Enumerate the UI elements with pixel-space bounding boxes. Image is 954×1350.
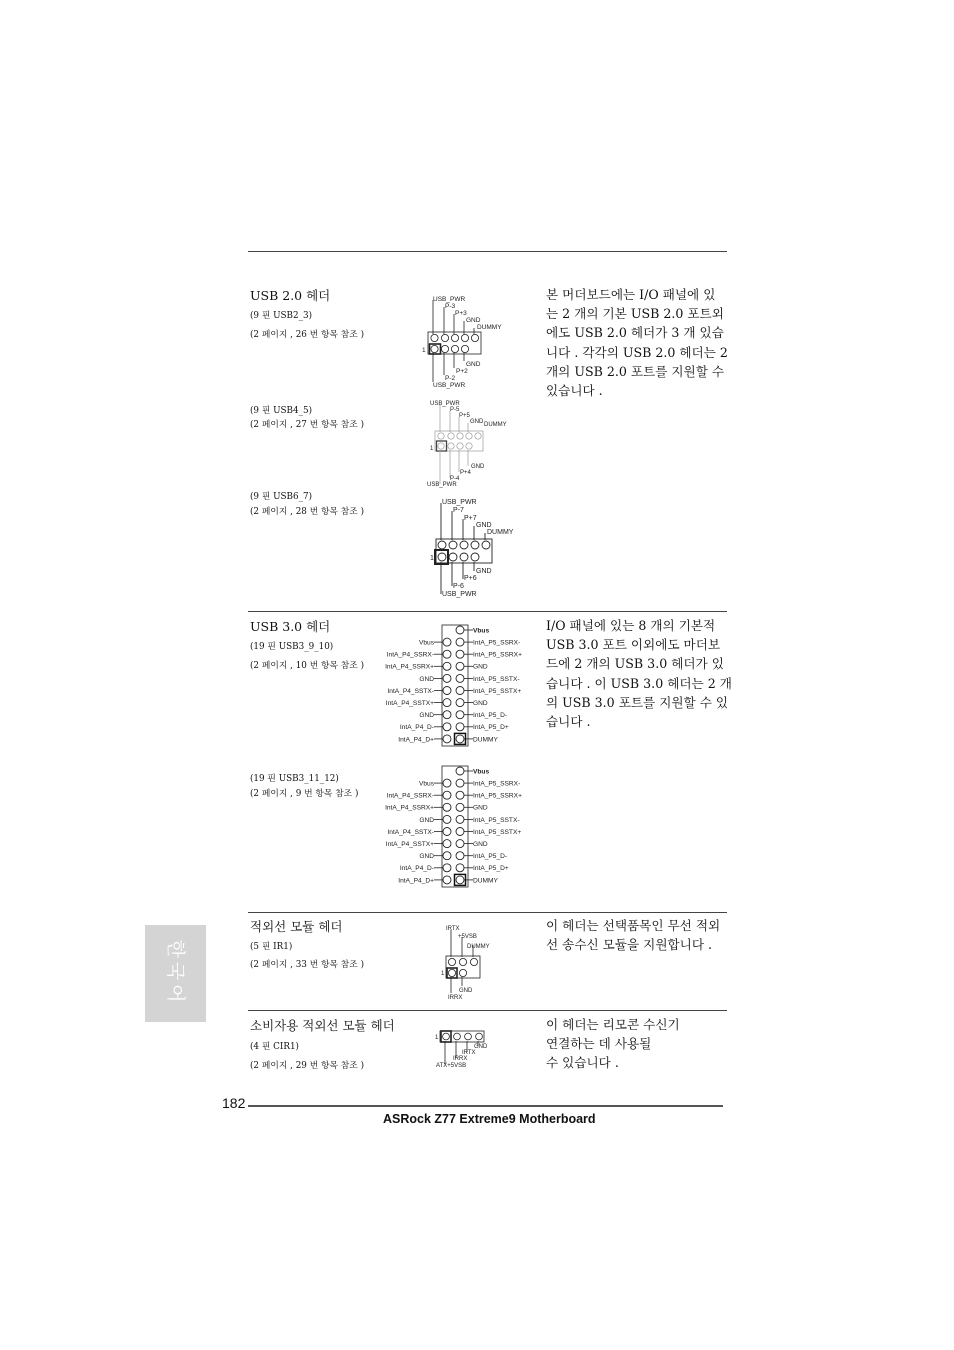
desc-line: 연결하는 데 사용될: [546, 1036, 652, 1052]
cir-description: [546, 1015, 728, 1073]
pin-label: IntA_P5_SSTX+: [473, 687, 522, 695]
pin: [443, 779, 451, 787]
pin-label: DUMMY: [467, 944, 490, 950]
pin-label: IntA_P5_SSRX+: [473, 792, 522, 800]
desc-line: 이 헤더는 선택품목인 무선 적외: [546, 918, 721, 933]
side-tab-text-svg: [145, 925, 206, 1022]
section-rule: [248, 912, 727, 913]
pin-label: IntA_P4_SSTX+: [385, 700, 434, 707]
desc-line: I/O 패널에 있는 8 개의 기본적: [546, 618, 716, 633]
usb20-title: USB 2.0 헤더: [250, 288, 331, 303]
pin-label: USB_PWR: [433, 296, 466, 303]
usb30-description: [546, 616, 732, 731]
pin-label: IRTX: [446, 926, 460, 932]
pin-label: IntA_P4_D+: [398, 877, 434, 885]
pin-label: P-4: [450, 476, 460, 482]
pin: [456, 779, 464, 787]
desc-line: 에도 USB 2.0 헤더가 3 개 있습: [546, 325, 724, 341]
pin-label: USB_PWR: [442, 591, 477, 598]
pin-label: ATX+5VSB: [436, 1063, 467, 1069]
desc-line: 드에 2 개의 USB 3.0 헤더가 있: [546, 656, 724, 672]
pin-label: GND: [419, 816, 434, 824]
pin-label: P+5: [459, 413, 470, 419]
cir-pins: (4 핀 CIR1): [250, 1042, 299, 1052]
pin: [456, 803, 464, 811]
pin-label: DUMMY: [487, 529, 514, 536]
pin: [456, 767, 464, 775]
pin-label: IntA_P4_D+: [398, 736, 434, 744]
pin-label: Vbus: [418, 639, 434, 647]
pin: [456, 711, 464, 719]
usb30-header-diagram-2: [360, 765, 540, 889]
pin: [456, 674, 464, 682]
pin-one-marker: 1: [430, 555, 434, 562]
cir-title: 소비자용 적외선 모듈 헤더: [250, 1018, 395, 1033]
pin-label: GND: [471, 464, 485, 470]
pin: [443, 723, 451, 731]
usb20-h2-pins: (9 핀 USB4_5): [250, 406, 313, 416]
pin: [456, 626, 464, 634]
pin: [443, 662, 451, 670]
pin-label: IntA_P5_SSRX+: [473, 651, 522, 659]
usb30-h1-pins: (19 핀 USB3_9_10): [250, 642, 334, 652]
section-rule: [248, 611, 727, 612]
ir-ref: (2 페이지 , 33 번 항목 참조 ): [250, 960, 365, 970]
pin-one-marker: 1: [422, 347, 426, 354]
pin-label: GND: [473, 663, 488, 671]
usb30-header-diagram-1: [360, 624, 540, 748]
pin: [456, 852, 464, 860]
usb20-header-diagram-3: [430, 494, 522, 600]
pin-label: P-3: [445, 303, 456, 310]
desc-line: 습니다 .: [546, 714, 591, 730]
pin: [443, 791, 451, 799]
pin: [443, 650, 451, 658]
pin-label: USB_PWR: [430, 401, 460, 407]
pin: [456, 791, 464, 799]
pin-label: IntA_P5_D+: [473, 724, 509, 732]
pin-label: DUMMY: [477, 324, 502, 331]
usb20-h3-pins: (9 핀 USB6_7): [250, 492, 313, 502]
section-rule: [248, 1010, 727, 1011]
pin-label: Vbus: [418, 780, 434, 788]
pin: [443, 876, 451, 884]
pin-label: IntA_P5_SSTX-: [473, 816, 520, 824]
usb30-title: USB 3.0 헤더: [250, 619, 331, 634]
pin-label: P+4: [460, 470, 471, 476]
pin-label: P-7: [453, 507, 464, 514]
pin: [443, 828, 451, 836]
pin-label: P-5: [450, 407, 460, 413]
pin-label: P-2: [445, 375, 456, 382]
pin-label: IntA_P5_D+: [473, 865, 509, 873]
pin: [456, 687, 464, 695]
usb20-h1-pins: (9 핀 USB2_3): [250, 311, 313, 321]
usb20-header-diagram-2: [427, 398, 517, 490]
desc-line: 개의 USB 2.0 포트를 지원할 수: [546, 363, 725, 379]
pin: [443, 803, 451, 811]
pin-label: Vbus: [473, 768, 490, 776]
pin-label: IntA_P4_D-: [399, 865, 434, 873]
usb20-h1-ref: (2 페이지 , 26 번 항목 참조 ): [250, 330, 365, 340]
pin: [443, 711, 451, 719]
pin-label: USB_PWR: [442, 499, 477, 506]
pin-one-marker: 1: [441, 971, 445, 977]
ir-description: [546, 916, 728, 954]
pin-label: GND: [419, 712, 434, 720]
pin-label: IntA_P5_SSTX+: [473, 828, 522, 836]
pin: [456, 864, 464, 872]
pin-label: GND: [473, 804, 488, 812]
pin-label: GND: [466, 317, 481, 324]
pin: [456, 840, 464, 848]
pin-label: IRRX: [453, 1056, 468, 1062]
pin-label: DUMMY: [473, 877, 498, 885]
pin-label: GND: [476, 568, 492, 575]
pin-label: P+6: [464, 575, 477, 582]
pin-one-marker: 1: [435, 1035, 439, 1041]
pin-label: USB_PWR: [427, 482, 457, 488]
desc-line: 있습니다 .: [546, 383, 603, 399]
pin-label: GND: [466, 361, 481, 368]
pin-label: USB_PWR: [433, 382, 466, 389]
pin: [443, 674, 451, 682]
pin-label: GND: [419, 675, 434, 683]
pin-label: IntA_P5_SSTX-: [473, 675, 520, 683]
pin-label: Vbus: [473, 627, 490, 635]
pin: [456, 815, 464, 823]
pin: [456, 723, 464, 731]
ir-header-diagram: [440, 920, 510, 1002]
desc-line: 는 2 개의 기본 USB 2.0 포트외: [546, 306, 724, 322]
pin-one-marker: 1: [430, 446, 434, 452]
pin-label: DUMMY: [473, 736, 498, 744]
desc-line: 습니다 . 이 USB 3.0 헤더는 2 개: [546, 675, 732, 691]
pin-label: IntA_P5_SSRX-: [473, 639, 521, 647]
pin: [456, 662, 464, 670]
pin-label: GND: [470, 419, 484, 425]
pin: [443, 735, 451, 743]
pin: [443, 852, 451, 860]
desc-line: 의 USB 3.0 포트를 지원할 수 있: [546, 694, 729, 710]
pin-label: GND: [459, 988, 473, 994]
ir-pins: (5 핀 IR1): [250, 942, 293, 952]
pin: [443, 699, 451, 707]
pin: [456, 828, 464, 836]
pin-label: +5VSB: [458, 934, 477, 940]
cir-ref: (2 페이지 , 29 번 항목 참조 ): [250, 1061, 365, 1071]
desc-line: 이 헤더는 리모콘 수신기: [546, 1017, 680, 1032]
pin-label: IntA_P4_D-: [399, 724, 434, 732]
pin: [456, 650, 464, 658]
pin-label: GND: [473, 700, 488, 707]
pin-label: IntA_P4_SSRX-: [386, 792, 434, 800]
pin: [443, 840, 451, 848]
footer-rule: [248, 1105, 723, 1107]
pin-label: IntA_P4_SSRX+: [385, 804, 434, 812]
usb20-description: [546, 285, 728, 400]
pin: [456, 638, 464, 646]
pin-label: IntA_P4_SSTX-: [387, 828, 434, 836]
desc-line: 본 머더보드에는 I/O 패널에 있: [546, 287, 716, 302]
pin: [443, 638, 451, 646]
usb20-h2-ref: (2 페이지 , 27 번 항목 참조 ): [250, 420, 365, 430]
pin-label: DUMMY: [484, 422, 507, 428]
pin: [443, 815, 451, 823]
pin: [456, 876, 464, 884]
pin-label: GND: [476, 522, 492, 529]
desc-line: 선 송수신 모듈을 지원합니다 .: [546, 937, 713, 953]
usb30-h2-pins: (19 핀 USB3_11_12): [250, 774, 339, 784]
ir-title: 적외선 모듈 헤더: [250, 919, 343, 934]
usb30-h1-ref: (2 페이지 , 10 번 항목 참조 ): [250, 661, 365, 671]
pin-label: P+7: [464, 515, 477, 522]
desc-line: 수 있습니다 .: [546, 1055, 619, 1071]
desc-line: 니다 . 각각의 USB 2.0 헤더는 2: [546, 344, 728, 360]
pin-label: P-6: [453, 583, 464, 590]
top-rule: [248, 251, 727, 252]
pin: [456, 735, 464, 743]
pin-label: IRTX: [462, 1050, 476, 1056]
pin-label: GND: [474, 1044, 488, 1050]
pin-label: IntA_P4_SSTX+: [385, 841, 434, 848]
pin-label: IntA_P4_SSRX-: [386, 651, 434, 659]
pin-label: IRRX: [448, 995, 463, 1001]
page-number: 182: [222, 1095, 246, 1111]
pin-label: GND: [419, 853, 434, 861]
usb30-h2-ref: (2 페이지 , 9 번 항목 참조 ): [250, 789, 359, 799]
pin: [456, 699, 464, 707]
cir-header-diagram: [432, 1028, 500, 1072]
pin-label: P+3: [455, 310, 467, 317]
pin-label: GND: [473, 841, 488, 848]
pin-label: IntA_P5_D-: [473, 712, 508, 720]
pin: [443, 864, 451, 872]
side-tab-label: 한국어: [164, 939, 187, 1007]
pin: [443, 687, 451, 695]
pin-label: IntA_P4_SSRX+: [385, 663, 434, 671]
footer-product-name: ASRock Z77 Extreme9 Motherboard: [383, 1112, 596, 1126]
pin-label: IntA_P4_SSTX-: [387, 687, 434, 695]
usb20-header-diagram-1: [420, 292, 520, 392]
pin-label: IntA_P5_SSRX-: [473, 780, 521, 788]
pin-label: P+2: [456, 368, 468, 375]
language-side-tab: [145, 925, 206, 1022]
usb20-h3-ref: (2 페이지 , 28 번 항목 참조 ): [250, 507, 365, 517]
pin-label: IntA_P5_D-: [473, 853, 508, 861]
desc-line: USB 3.0 포트 이외에도 마더보: [546, 637, 721, 653]
